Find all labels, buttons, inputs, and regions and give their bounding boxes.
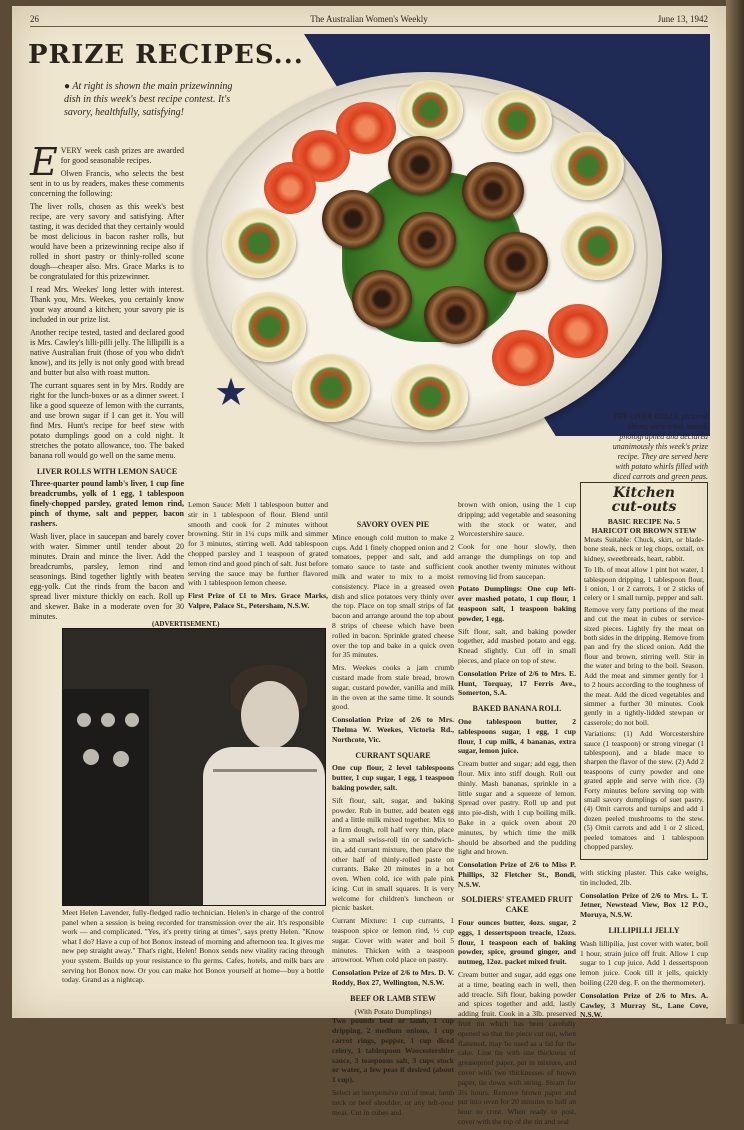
issue-date: June 13, 1942 [657, 14, 708, 24]
page-header [30, 14, 708, 27]
liver-roll [398, 212, 456, 268]
potato-whirl [552, 132, 624, 200]
method: Mince enough cold mutton to make 2 cups. Add 1 finely chopped onion and 2 tomatoes, pepper and salt, and add tomato sauce to taste and sufficient milk and water to mix to a moist consistency. Place in a greased oven dish and slice potatoes very thinly over the top. Place on top small strips of fat bacon and arrange around the top about 8 strips of cheese which have been rolled in bacon. Sprinkle grated cheese over the top and bake in a quick oven for 35 minutes. [332, 532, 454, 660]
dial [101, 713, 115, 727]
recipe-heading: SAVORY OVEN PIE [356, 520, 430, 529]
lead-text: VERY week cash prizes are awarded for good seasonable recipes. [60, 146, 184, 165]
potato-whirl [232, 292, 306, 362]
potato-whirl [292, 354, 370, 422]
liver-roll [352, 270, 412, 328]
method: brown with onion, using the 1 cup dripping; add vegetable and seasoning with the stock or water, and Worcestershire sauce. [458, 500, 576, 539]
prize: Consolation Prize of 2/6 to Miss P. Phillips, 32 Fletcher St., Bondi, N.S.W. [458, 860, 576, 889]
ingredients: Two pounds beef or lamb, 1 cup dripping, 2 medium onions, 1 cup carrot rings, pepper, 1 cup diced celery, 1 tablespoon Worcestershire sauce, 3 teaspoons salt, 3 cups stock or water, a few peas if desired (about 1 cup). [332, 1016, 454, 1085]
method: Cream butter and sugar, add eggs one at a time, beating each in well, then add treacle. Sift flour, baking powder and spices together and add, lastly adding fruit. Cook in a 3lb. preserved fruit tin which has been carefully opened so that the piece cut out, when flattened, may be used as a lid for the cake. Line tin with one thickness of greaseproof paper, put in mixture, and cover with two thicknesses of brown paper, tie down with string. Steam for 3½ hours. Remove brown paper and put into oven for 20 minutes to half an hour to crust. When ready to post, cover with the top of the tin and seal [458, 970, 576, 1127]
paragraph: The currant squares sent in by Mrs. Roddy are right for the lunch-boxes or as a dinner sweet. I like a good squeeze of lemon with the currants, and use brown sugar if I can get it. You will find Mrs. Hunt's recipe for beef stew with potato dumplings good on a cold night. It stretches the potato allowance, too. The baked banana roll would go well on the same menu. [30, 381, 184, 460]
note: Mrs. Weekes cooks a jam crumb custard made from stale bread, brown sugar, custard powder, vanilla and milk in the oven at the same time. It sounds good. [332, 663, 454, 712]
liver-roll [388, 136, 452, 194]
dial [77, 713, 91, 727]
tomato-slice [264, 162, 316, 214]
ingredients: Four ounces butter, 4ozs. sugar, 2 eggs, 1 dessertspoon treacle, 12ozs. flour, 1 teaspoon each of baking powder, spice, ground ginger, and nutmeg, 12oz. packet mixed fruit. [458, 918, 576, 967]
potato-whirl [562, 212, 634, 280]
method: Cook for one hour slowly, then arrange the dumplings on top and cook another twenty minutes without removing lid from saucepan. [458, 542, 576, 581]
ad-label: (ADVERTISEMENT.) [152, 620, 220, 628]
box-title-1: Kitchen [613, 485, 675, 501]
method: Sift flour, salt, and baking powder together, add mashed potato and egg. Knead slightly. Cut off in small pieces, and place on top of stew. [458, 626, 576, 665]
method: Wash lillipilia, just cover with water, boil 1 hour, strain juice off fruit. Allow 1 cup sugar to 1 cup juice. Add 1 dessertspoon lemon juice. Cook till it jells, quickly boiling (220 deg. F. on the thermometer). [580, 938, 708, 987]
ingredients: Three-quarter pound lamb's liver, 1 cup fine breadcrumbs, yolk of 1 egg, 1 tablespoon finely-chopped parsley, grated lemon rind, pinch of thyme, salt and pepper, bacon rashers. [30, 479, 184, 528]
kitchen-cutouts-box [580, 482, 708, 860]
method: Sift flour, salt, sugar, and baking powder. Rub in butter, add beaten egg and a little milk mixed together. Mix to a firm dough, roll half very thin, place in a small swiss-roll tin or sandwich-tin, add currant mixture, then place the other half of thinly-rolled paste on currants. Bake 20 minutes in a hot oven. When cold, ice with pale pink icing. Cut in small squares. It is very welcome for children's luncheon or picnic basket. [332, 795, 454, 913]
woman-face [241, 681, 299, 749]
method: Cream butter and sugar; add egg, then flour. Mix into stiff dough. Roll out thinly. Mash bananas, sprinkle in a little sugar and a squeeze of lemon. Spread over pastry. Roll up and put into pie-dish, with 1 cup boiling milk. Bake in a quick oven about 20 minutes, by which time the milk should be absorbed and the pudding light and brown. [458, 759, 576, 857]
ingredients: One cup flour, 2 level tablespoons butter, 1 cup sugar, 1 egg, 1 teaspoon baking powder, salt. [332, 763, 454, 792]
photo-caption: THE LIVER ROLLS, pictured above, were tried, tasted, photographed and declared unanimously this week's prize recipe. They are served here with potato whirls filled with diced carrots and green peas. [612, 412, 708, 481]
page-edge [726, 0, 744, 1024]
drop-cap: E [30, 140, 58, 184]
recipe-heading: BEEF OR LAMB STEW [350, 993, 436, 1003]
masthead: The Australian Women's Weekly [310, 14, 428, 24]
intro-body: At right is shown the main prizewinning dish in this week's best recipe contest. It's savory, healthfully, satisfying! [64, 81, 233, 118]
box-text: To 1lb. of meat allow 1 pint hot water, 1 tablespoon dripping, 1 tablespoon flour, 1 onion, 1 or 2 carrots, 1 or 2 sticks of celery or 1 small turnip, pepper and salt. [584, 565, 704, 603]
prize: Consolation Prize of 2/6 to Mrs. D. V. Roddy, Box 27, Wellington, N.S.W. [332, 968, 454, 988]
recipe-heading: CURRANT SQUARE [355, 750, 431, 760]
recipe-subheading: (With Potato Dumplings) [354, 1006, 432, 1016]
recipe-heading: BAKED BANANA ROLL [472, 704, 562, 714]
column-5 [580, 868, 708, 1023]
dial [83, 749, 99, 765]
box-title [584, 486, 704, 514]
blouse-stripe [213, 769, 317, 772]
potato-whirl [482, 90, 552, 152]
intro-text: ● At right is shown the main prizewinning dish in this week's best recipe contest. It's savory, healthfully, satisfying! [64, 81, 233, 118]
box-title-2: cut-outs [611, 499, 677, 515]
liver-roll [484, 232, 548, 292]
tomato-slice [336, 102, 396, 154]
paragraph: I read Mrs. Weekes' long letter with interest. Thank you, Mrs. Weekes, you certainly know your way around a kitchen; your savory pie is included in our prize list. [30, 285, 184, 324]
tomato-slice [492, 330, 554, 386]
lemon-sauce: Lemon Sauce: Melt 1 tablespoon butter and stir in 1 tablespoon of flour. Blend until smooth and cook for 2 minutes without browning. Stir in 1¼ cups milk and simmer for 3 minutes, stirring well. Add tablespoon chopped parsley and 1 teaspoon of grated lemon rind and good pinch of salt. Just before serving the sauce may be further flavored with 1 tablespoon lemon cheese. [188, 500, 328, 588]
paragraph: Olwen Francis, who selects the best sent in to us by readers, makes these comments concerning the following: [30, 169, 184, 198]
ad-text: Meet Helen Lavender, fully-fledged radio technician. Helen's in charge of the control panel when a session is being recorded for transmission over the air. It's responsible work — and complicated. "Yes, it's pretty tiring at times", says pretty Helen. "Know what I do? Have a cup of hot Bonox instead of morning and afternoon tea. It gives me new pep straight away." That's right, Helen! Bonox sends new vitality racing through your system. Builds up your resistance to flu germs. Cafes, hotels, and milk bars are serving hot Bonox now. Or you can make hot Bonox yourself at home—buy a bottle today. Grand as a nightcap. [62, 908, 324, 985]
prize: Consolation Prize of 2/6 to Mrs. L. T. Jetner, Newstead View, Box 12 P.O., Moruya, N.S.W. [580, 890, 708, 920]
prize: Consolation Prize of 2/6 to Mrs. E. Hunt, Torquay, 17 Ferris Ave., Somerton, S.A. [458, 668, 576, 698]
page-number: 26 [30, 14, 39, 24]
magazine-page [12, 6, 726, 1127]
dial [113, 751, 129, 767]
potato-whirl [222, 208, 296, 278]
star-ornament: ★ [214, 372, 249, 414]
liver-rolls-photo [192, 72, 662, 442]
liver-roll [322, 190, 384, 248]
liver-roll [462, 162, 524, 220]
tomato-slice [548, 304, 608, 358]
first-prize: First Prize of £1 to Mrs. Grace Marks, Valpre, Palace St., Petersham, N.S.W. [188, 591, 328, 610]
currant-mixture: Currant Mixture: 1 cup currants, 1 teaspoon spice or lemon rind, ½ cup sugar. Cover with water and boil 5 minutes. Thicken with a teaspoon arrowroot. When cold place on pastry. [332, 916, 454, 965]
ingredients: One tablespoon butter, 2 tablespoons sugar, 1 egg, 1 cup flour, 1 cup milk, 4 bananas, extra sugar, lemon juice. [458, 716, 576, 756]
column-4 [458, 500, 576, 1130]
method: Select an inexpensive cut of meat, lamb neck or beef shoulder, or any left-over meat. Cut in cubes and [332, 1088, 454, 1117]
dumplings: Potato Dumplings: One cup left-over mashed potato, 1 cup flour, 1 teaspoon salt, 1 teaspoon baking powder, 1 egg. [458, 584, 576, 623]
recipe-heading: LILLIPILLI JELLY [608, 925, 680, 935]
potato-whirl [392, 364, 468, 430]
page-title: PRIZE RECIPES... [28, 40, 304, 70]
left-column [30, 140, 184, 625]
dial [125, 713, 139, 727]
box-text: Variations: (1) Add Worcestershire sauce (1 teaspoon) or strong vinegar (1 tablespoon), and a blade mace to sharpen the flavor of the stew. (2) Add 2 teaspoons of curry powder and one grated apple and serve with rice. (3) Forty minutes before serving top with small savory dumplings of suet pastry. (4) Omit carrots and turnips and add 1 dozen peeled mushrooms to the stew. (5) Omit carrots and add 1 or 2 sliced, peeled tomatoes and 1 tablespoon chopped parsley. [584, 729, 704, 851]
prize: Consolation Prize of 2/6 to Mrs. Thelma W. Weekes, Victoria Rd., Northcote, Vic. [332, 715, 454, 744]
liver-roll [424, 286, 488, 344]
method: with sticking plaster. This cake weighs, tin included, 2lb. [580, 868, 708, 887]
advertisement-photo [62, 628, 326, 906]
column-3 [332, 514, 454, 1120]
recipe-heading: SOLDIERS' STEAMED FRUIT CAKE [461, 895, 573, 915]
paragraph: Another recipe tested, tasted and declared good is Mrs. Cawley's lilli-pilli jelly. The lillipilli is a native Australian fruit (those of you who didn't know), and its jelly is not only good with bread and butter but also with roast mutton. [30, 328, 184, 377]
box-text: Meats Suitable: Chuck, skirt, or blade-bone steak, neck or leg chops, oxtail, ox kidney, sweetbreads, heart, rabbit. [584, 535, 704, 563]
recipe-heading: LIVER ROLLS WITH LEMON SAUCE [36, 467, 178, 476]
method: Wash liver, place in saucepan and barely cover with water. Simmer until tender about 20 minutes. Drain and mince the liver. Add the breadcrumbs, parsley, lemon rind and seasonings. Bind together lightly with beaten egg-yolk. Cut the rinds from the bacon and spread liver mixture thickly on each. Roll up and skewer. Bake in a moderate oven for 30 minutes. [30, 532, 184, 621]
column-2 [188, 500, 328, 614]
paragraph: The liver rolls, chosen as this week's best recipe, are very savory and satisfying. After tasting, it was decided that they certainly would be most delicious in bacon rasher rolls, but would have been a prizewinning recipe also if rolled in short pastry or thinly-rolled scone dough—cheaper also. Mrs. Grace Marks is to be congratulated for this prizewinner. [30, 202, 184, 281]
basic-recipe-label: BASIC RECIPE No. 5 [607, 517, 681, 526]
potato-whirl [397, 80, 463, 140]
box-text: Remove very fatty portions of the meat and cut the meat in cubes or service-sized pieces. Lightly fry the meat on both sides in the dripping. Remove from pan and fry the sliced onion. Add the flour and brown, stirring well. Stir in the water and bring to the boil. Season. Add the meat and simmer gently for 1 to 2 hours according to the toughness of the meat. Add the diced vegetables and simmer a further 30 minutes. Cook gently in a tightly-lidded stewpan or casserole; do not boil. [584, 604, 704, 727]
prize: Consolation Prize of 2/6 to Mrs. A. Cawley, 3 Murray St., Lane Cove, N.S.W. [580, 990, 708, 1020]
recipe-heading: HARICOT OR BROWN STEW [591, 526, 697, 535]
